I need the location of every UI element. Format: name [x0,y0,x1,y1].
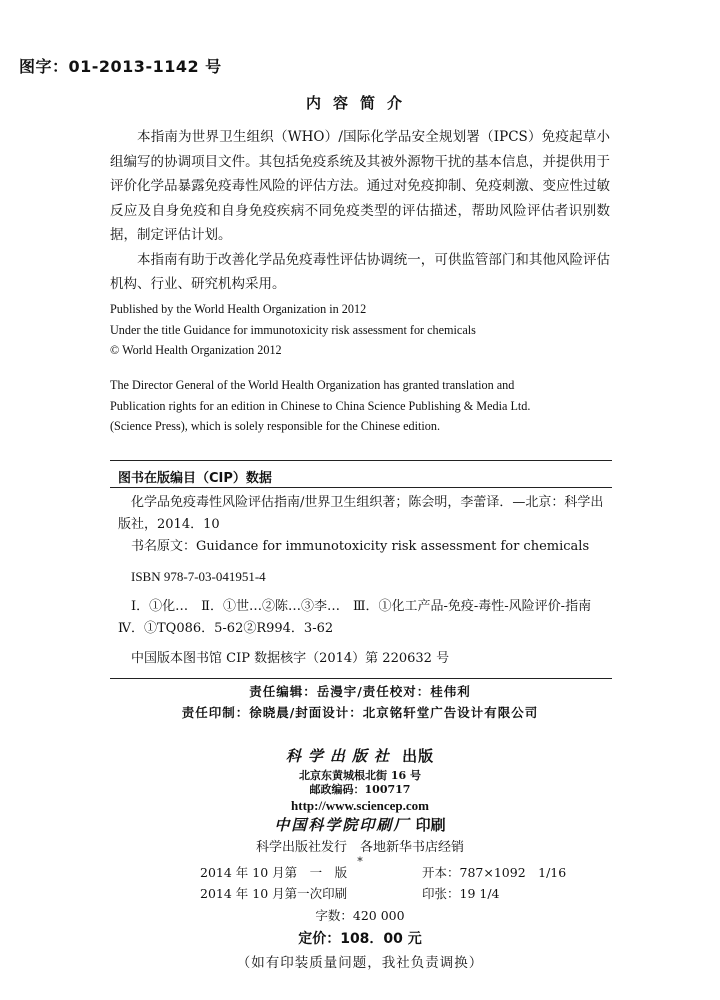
cip-original-title: 书名原文：Guidance for immunotoxicity risk assessment for chemicals [131,539,590,554]
editors-line-2: 责任印制：徐晓晨/封面设计：北京铭轩堂广告设计有限公司 [181,705,539,720]
cip-classification: Ⅰ．①化… Ⅱ．①世…②陈…③李… Ⅲ．①化工产品-免疫-毒性-风险评价-指南 Ⅳ．①TQ086．5-62②R994．3-62 [118,599,605,636]
publication-line: Under the title Guidance for immunotoxicity risk assessment for chemicals [110,322,476,337]
intro-paragraph: 本指南有助于改善化学品免疫毒性评估协调统一，可供监管部门和其他风险评估机构、行业、研究机构采用。 [110,251,610,292]
printing-info: 2014 年 10 月第一次印刷 [200,886,348,901]
address-line: 北京东黄城根北街 16 号 [299,769,421,782]
rights-line: Publication rights for an edition in Chinese to China Science Publishing & Media Ltd. [110,398,531,413]
quality-notice: （如有印装质量问题，我社负责调换） [236,955,484,971]
editors-line-1: 责任编辑：岳漫宇/责任校对：桂伟利 [249,684,471,699]
publisher-suffix: 出版 [402,747,435,765]
publisher-address [0,769,720,797]
sheets-info: 印张：19 1/4 [422,886,500,901]
word-count: 字数：420 000 [315,908,405,923]
intro-paragraph: 本指南为世界卫生组织（WHO）/国际化学品安全规划署（IPCS）免疫起草小组编写的协调项目文件。其包括免疫系统及其被外源物干扰的基本信息，并提供用于评价化学品暴露免疫毒性风险的评估方法。通过对免疫抑制、免疫刺激、变应性过敏反应及自身免疫和自身免疫疾病不同免疫类型的评估描述，帮助风险评估者识别数据，制定评估计划。 [110,129,610,243]
publication-line: Published by the World Health Organization in 2012 [110,302,367,316]
rights-line: The Director General of the World Health Organization has granted translation and [110,378,515,392]
rights-line: (Science Press), which is solely responsible for the Chinese edition. [110,419,441,433]
cip-data [118,492,608,678]
cip-entry: 化学品免疫毒性风险评估指南/世界卫生组织著；陈会明，李蕾译．—北京：科学出版社，2014．10 [118,495,604,532]
translation-rights [110,375,615,437]
cip-isbn: ISBN 978-7-03-041951-4 [131,569,266,584]
separator-star: * [357,855,363,868]
publication-info [110,299,615,361]
printer-suffix: 印刷 [415,816,446,834]
publisher-name [0,745,720,766]
publisher-url: http://www.sciencep.com [291,798,429,813]
postcode-line: 邮政编码：100717 [309,783,411,796]
price: 定价：108．00 元 [298,931,422,947]
edition-info: 2014 年 10 月第 一 版 [200,865,348,880]
distribution-line: 科学出版社发行 各地新华书店经销 [255,840,464,855]
divider [110,487,612,488]
registration-number: 图字：01-2013-1142 号 [19,57,222,76]
intro-title: 内容简介 [305,94,414,112]
cip-title: 图书在版编目（CIP）数据 [118,471,272,486]
printer-name-calligraphy: 中国科学院印刷厂 [274,816,411,834]
divider [110,678,612,679]
format-info: 开本：787×1092 1/16 [422,865,567,880]
intro-section [110,125,610,297]
divider [110,460,612,461]
publisher-name-calligraphy: 科学出版社 [285,747,396,765]
cip-library-number: 中国版本图书馆 CIP 数据核字（2014）第 220632 号 [131,651,450,666]
printer-line [0,814,720,835]
publication-line: © World Health Organization 2012 [110,343,282,357]
